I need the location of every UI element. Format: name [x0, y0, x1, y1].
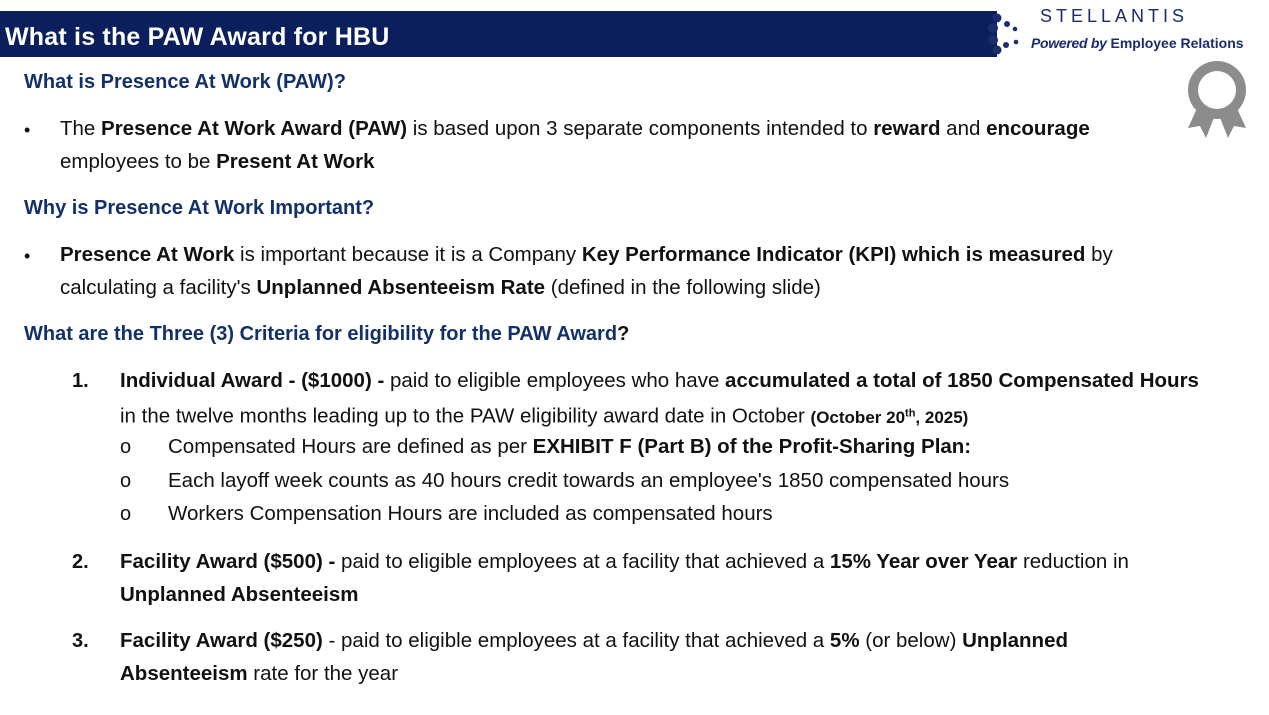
stellantis-dots-icon — [986, 12, 1022, 56]
paw-definition-paragraph: The Presence At Work Award (PAW) is based upon 3 separate components intended to reward and encourage employees to be Present At Work — [60, 117, 1090, 173]
title-bar — [0, 11, 997, 57]
paw-importance-paragraph: Presence At Work is important because it is a Company Key Performance Indicator (KPI) which is measured by calculating a facility's Unplanned Absenteeism Rate (defined in the following slide) — [60, 243, 1113, 299]
powered-by-org: Employee Relations — [1110, 35, 1244, 51]
sub-item-layoff-week: Each layoff week counts as 40 hours credit towards an employee's 1850 compensated hours — [168, 469, 1010, 492]
criterion-number: 2. — [72, 551, 89, 573]
powered-by-line — [1031, 35, 1244, 51]
sub-bullet-marker: o — [120, 503, 132, 525]
sub-item-workers-comp: Workers Compensation Hours are included as compensated hours — [168, 502, 773, 525]
brand-logo-text: STELLANTIS — [1040, 6, 1189, 26]
criterion-facility-award-500: Facility Award ($500) - paid to eligible employees at a facility that achieved a 15% Year over Year reduction in Unplanned Absenteeism — [120, 550, 1129, 606]
bullet-marker: • — [24, 120, 31, 140]
page-title: What is the PAW Award for HBU — [5, 23, 390, 51]
powered-by-label: Powered by — [1031, 35, 1107, 51]
criterion-individual-award: Individual Award - ($1000) - paid to eligible employees who have accumulated a total of 1850 Compensated Hours in the twelve months leading up to the PAW eligibility award date in October (October 20th, 2025) — [120, 369, 1199, 428]
section-heading-what-is-paw: What is Presence At Work (PAW)? — [24, 71, 346, 93]
criterion-facility-award-250: Facility Award ($250) - paid to eligible employees at a facility that achieved a 5% (or below) Unplanned Absenteeism rate for the year — [120, 629, 1069, 685]
sub-item-compensated-hours: Compensated Hours are defined as per EXHIBIT F (Part B) of the Profit-Sharing Plan: — [168, 435, 972, 458]
sub-bullet-marker: o — [120, 436, 132, 458]
section-heading-why-important: Why is Presence At Work Important? — [24, 197, 375, 219]
bullet-marker: • — [24, 246, 31, 266]
criterion-number: 1. — [72, 370, 89, 392]
criterion-number: 3. — [72, 630, 89, 652]
award-ribbon-icon — [1184, 58, 1250, 146]
section-heading-criteria: What are the Three (3) Criteria for eligibility for the PAW Award? — [24, 323, 630, 345]
sub-bullet-marker: o — [120, 470, 132, 492]
